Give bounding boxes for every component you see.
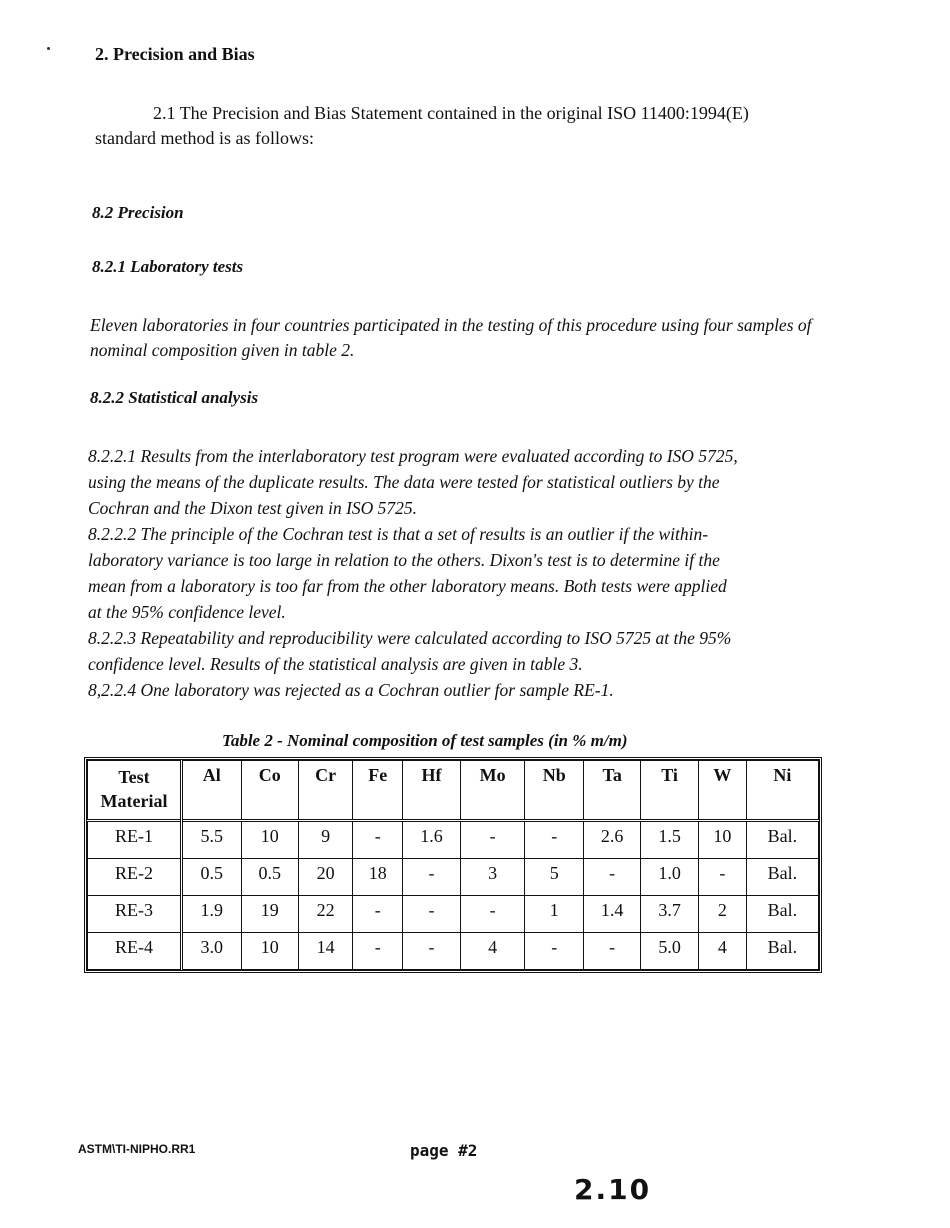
table-cell: -: [583, 859, 640, 896]
table-cell: 22: [298, 896, 352, 933]
section-heading: 2. Precision and Bias: [95, 44, 255, 64]
table-header-row: [88, 761, 819, 821]
table-cell: 18: [353, 859, 403, 896]
table-cell: 10: [698, 821, 746, 859]
stat-line: laboratory variance is too large in relation to the others. Dixon's test is to determine if the: [88, 550, 720, 570]
footer-document-id: ASTM\TI-NIPHO.RR1: [78, 1142, 196, 1156]
table-cell: 20: [298, 859, 352, 896]
header-cell: Ni: [746, 761, 818, 821]
stat-line: 8.2.2.3 Repeatability and reproducibility were calculated according to ISO 5725 at the 95%: [88, 628, 732, 648]
heading-8-2-1: 8.2.1 Laboratory tests: [92, 257, 244, 276]
table-cell: 0.5: [182, 859, 242, 896]
footer-page-label: page #2: [410, 1141, 478, 1160]
table-cell: -: [353, 933, 403, 970]
intro-line-1: 2.1 The Precision and Bias Statement contained in the original ISO 11400:1994(E): [153, 103, 749, 123]
table-cell: -: [525, 821, 584, 859]
row-label: RE-2: [88, 859, 182, 896]
table-cell: Bal.: [746, 859, 818, 896]
scan-speck: [47, 47, 50, 50]
table-cell: -: [460, 896, 525, 933]
table-row: [88, 933, 819, 970]
header-test-material: Test Material: [88, 761, 182, 821]
stat-line: mean from a laboratory is too far from the other laboratory means. Both tests were applied: [88, 576, 727, 596]
table-cell: 1: [525, 896, 584, 933]
table-cell: -: [403, 859, 460, 896]
stat-line: at the 95% confidence level.: [88, 602, 286, 622]
table-caption: Table 2 - Nominal composition of test samples (in % m/m): [222, 731, 628, 750]
table-cell: 5.0: [641, 933, 698, 970]
header-cell: Cr: [298, 761, 352, 821]
table-cell: 4: [698, 933, 746, 970]
composition-table: [84, 757, 822, 973]
header-cell: Al: [182, 761, 242, 821]
stat-line: 8.2.2.2 The principle of the Cochran test is that a set of results is an outlier if the within-: [88, 524, 709, 544]
table-cell: -: [583, 933, 640, 970]
table-cell: 0.5: [241, 859, 298, 896]
table-cell: 3: [460, 859, 525, 896]
table-cell: 5: [525, 859, 584, 896]
page-number: 2.10: [574, 1173, 652, 1206]
table-cell: 3.0: [182, 933, 242, 970]
table-cell: 1.6: [403, 821, 460, 859]
table-cell: -: [525, 933, 584, 970]
intro-paragraph: [95, 101, 815, 151]
stat-line: confidence level. Results of the statistical analysis are given in table 3.: [88, 654, 583, 674]
header-cell: Ta: [583, 761, 640, 821]
table-cell: Bal.: [746, 896, 818, 933]
table-cell: 1.4: [583, 896, 640, 933]
table-cell: -: [353, 896, 403, 933]
table-cell: 1.9: [182, 896, 242, 933]
header-cell: Fe: [353, 761, 403, 821]
table-cell: 3.7: [641, 896, 698, 933]
header-cell: Nb: [525, 761, 584, 821]
table-cell: -: [460, 821, 525, 859]
heading-8-2: 8.2 Precision: [92, 203, 184, 222]
table-cell: 2: [698, 896, 746, 933]
table-cell: 1.5: [641, 821, 698, 859]
stat-line: 8,2.2.4 One laboratory was rejected as a Cochran outlier for sample RE-1.: [88, 680, 614, 700]
header-cell: Hf: [403, 761, 460, 821]
stat-line: Cochran and the Dixon test given in ISO 5725.: [88, 498, 418, 518]
row-label: RE-4: [88, 933, 182, 970]
stat-line: using the means of the duplicate results. The data were tested for statistical outliers by the: [88, 472, 720, 492]
table-row: [88, 821, 819, 859]
table-cell: 1.0: [641, 859, 698, 896]
table-cell: 19: [241, 896, 298, 933]
statistical-analysis-text: [88, 443, 818, 703]
row-label: RE-1: [88, 821, 182, 859]
table-cell: Bal.: [746, 821, 818, 859]
header-cell: Ti: [641, 761, 698, 821]
table-cell: Bal.: [746, 933, 818, 970]
table-cell: 9: [298, 821, 352, 859]
table-cell: 4: [460, 933, 525, 970]
table-row: [88, 859, 819, 896]
table-cell: 5.5: [182, 821, 242, 859]
table-cell: 10: [241, 933, 298, 970]
row-label: RE-3: [88, 896, 182, 933]
paragraph-laboratories: Eleven laboratories in four countries participated in the testing of this procedure using four samples of nominal composition given in table 2.: [90, 315, 812, 360]
table-cell: -: [698, 859, 746, 896]
header-cell: W: [698, 761, 746, 821]
intro-line-2: standard method is as follows:: [95, 128, 314, 148]
table-cell: -: [353, 821, 403, 859]
table-row: [88, 896, 819, 933]
table-cell: -: [403, 896, 460, 933]
table-cell: -: [403, 933, 460, 970]
header-cell: Mo: [460, 761, 525, 821]
heading-8-2-2: 8.2.2 Statistical analysis: [90, 388, 259, 407]
table-cell: 14: [298, 933, 352, 970]
table-cell: 10: [241, 821, 298, 859]
stat-line: 8.2.2.1 Results from the interlaboratory test program were evaluated according to ISO 5725,: [88, 446, 738, 466]
header-cell: Co: [241, 761, 298, 821]
table-cell: 2.6: [583, 821, 640, 859]
